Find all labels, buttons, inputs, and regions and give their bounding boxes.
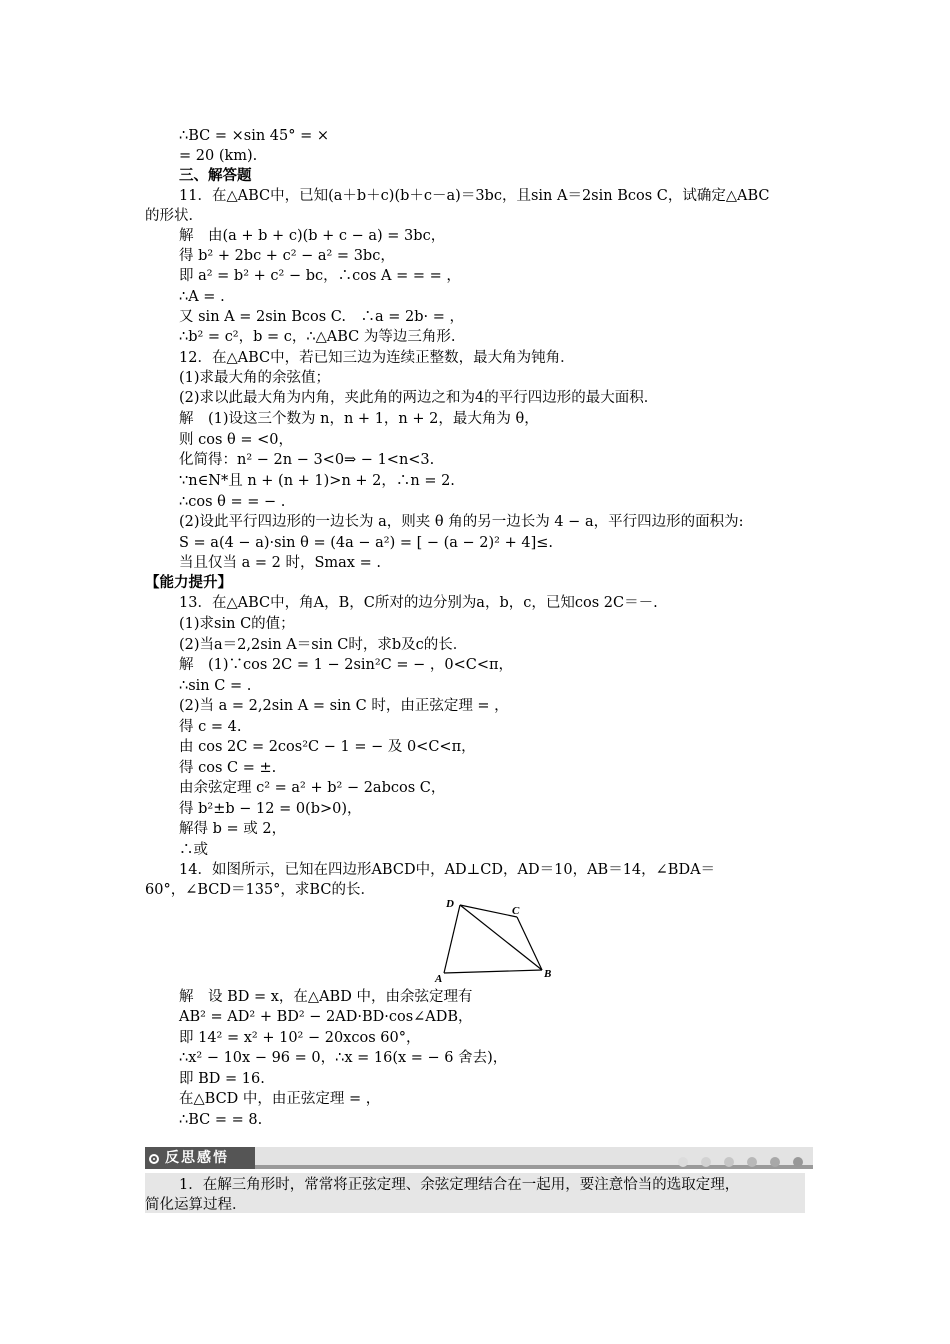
target-icon xyxy=(149,1154,159,1164)
solution-line: 又 sin A = 2sin Bcos C. ∴a = 2b· = ， xyxy=(179,309,464,325)
reflection-banner xyxy=(145,1147,813,1169)
text-line: (2)当a＝2,2sin A＝sin C时，求b及c的长． xyxy=(179,637,468,653)
problem-12: 12．在△ABC中，若已知三边为连续正整数，最大角为钝角． xyxy=(179,350,575,366)
solution-line: 化简得：n² − 2n − 3<0⇒ − 1<n<3. xyxy=(179,452,435,468)
text-line: = 20 (km). xyxy=(179,148,258,164)
banner-title-text: 反思感悟 xyxy=(165,1150,229,1166)
text-line: (2)求以此最大角为内角，夹此角的两边之和为4的平行四边形的最大面积． xyxy=(179,390,659,406)
solution-line: 由 cos 2C = 2cos²C − 1 = − 及 0<C<π， xyxy=(179,739,476,755)
vertex-label-d: D xyxy=(446,898,454,910)
solution-line: 在△BCD 中，由正弦定理 = ， xyxy=(179,1091,381,1107)
edge-ad xyxy=(444,905,460,973)
solution-line: AB² = AD² + BD² − 2AD·BD·cos∠ADB， xyxy=(179,1009,473,1025)
solution-line: 得 b²±b − 12 = 0(b>0)， xyxy=(179,801,362,817)
solution-line: (2)设此平行四边形的一边长为 a，则夹 θ 角的另一边长为 4 − a，平行四边形的面积为: xyxy=(179,514,744,530)
vertex-label-b: B xyxy=(544,968,552,980)
solution-line: S = a(4 − a)·sin θ = (4a − a²) = [ − (a − 2)² + 4]≤. xyxy=(179,535,554,551)
banner-title xyxy=(149,1148,229,1168)
edge-ba xyxy=(444,970,542,973)
solution-line: ∴x² − 10x − 96 = 0，∴x = 16(x = − 6 舍去)， xyxy=(179,1050,508,1066)
solution-line: 即 BD = 16. xyxy=(179,1071,265,1087)
solution-line: ∵n∈N*且 n + (n + 1)>n + 2，∴n = 2. xyxy=(179,473,455,489)
problem-13: 13．在△ABC中，角A，B，C所对的边分别为a，b，c，已知cos 2C＝－. xyxy=(179,595,658,611)
quadrilateral-figure xyxy=(430,895,560,983)
solution-line: 解 (1)设这三个数为 n，n + 1，n + 2，最大角为 θ， xyxy=(179,411,539,427)
dot-icon xyxy=(793,1157,803,1167)
edge-cb xyxy=(517,917,542,970)
dot-icon xyxy=(678,1157,688,1167)
reflection-line-2: 简化运算过程． xyxy=(145,1197,247,1213)
solution-line: 解 (1)∵cos 2C = 1 − 2sin²C = − ，0<C<π， xyxy=(179,657,514,673)
solution-line: (2)当 a = 2,2sin A = sin C 时，由正弦定理 = ， xyxy=(179,698,509,714)
reflection-box xyxy=(145,1173,805,1213)
solution-line: 即 14² = x² + 10² − 20xcos 60°， xyxy=(179,1030,421,1046)
solution-line: ∴或 xyxy=(179,842,208,858)
section-heading: 三、解答题 xyxy=(179,167,252,184)
solution-line: ∴b² = c²，b = c，∴△ABC 为等边三角形. xyxy=(179,329,456,345)
reflection-line-1: 1．在解三角形时，常常将正弦定理、余弦定理结合在一起用，要注意恰当的选取定理， xyxy=(179,1177,740,1193)
solution-line: 当且仅当 a = 2 时，Smax = . xyxy=(179,555,381,571)
solution-line: 得 c = 4. xyxy=(179,719,242,735)
section-heading: 【能力提升】 xyxy=(145,574,232,591)
dot-icon xyxy=(701,1157,711,1167)
solution-line: ∴sin C = . xyxy=(179,678,252,694)
solution-line: 即 a² = b² + c² − bc，∴cos A = = = ， xyxy=(179,268,461,284)
dot-icon xyxy=(724,1157,734,1167)
vertex-label-a: A xyxy=(435,973,443,983)
problem-11: 11．在△ABC中，已知(a＋b＋c)(b＋c－a)＝3bc，且sin A＝2sin Bcos C，试确定△ABC xyxy=(179,188,770,204)
edge-dc xyxy=(460,905,517,917)
solution-line: 由余弦定理 c² = a² + b² − 2abcos C， xyxy=(179,780,446,796)
text-line: (1)求最大角的余弦值； xyxy=(179,370,331,386)
text-line: 60°，∠BCD＝135°，求BC的长． xyxy=(145,882,375,898)
decorative-dots xyxy=(670,1152,803,1171)
solution-line: ∴cos θ = = − . xyxy=(179,494,286,510)
vertex-label-c: C xyxy=(512,905,520,917)
text-line: 的形状． xyxy=(145,208,203,224)
solution-line: 解 设 BD = x，在△ABD 中，由余弦定理有 xyxy=(179,989,473,1005)
solution-line: 则 cos θ = <0， xyxy=(179,432,293,448)
diagonal-db xyxy=(460,905,542,970)
solution-line: ∴A = . xyxy=(179,289,225,305)
solution-line: 得 b² + 2bc + c² − a² = 3bc， xyxy=(179,248,395,264)
text-line: (1)求sin C的值； xyxy=(179,616,295,632)
dot-icon xyxy=(747,1157,757,1167)
dot-icon xyxy=(770,1157,780,1167)
solution-line: 解 由(a + b + c)(b + c − a) = 3bc， xyxy=(179,228,446,244)
solution-line: 得 cos C = ±. xyxy=(179,760,277,776)
solution-line: ∴BC = = 8. xyxy=(179,1112,263,1128)
text-line: ∴BC = ×sin 45° = × xyxy=(179,128,330,144)
problem-14: 14．如图所示，已知在四边形ABCD中，AD⊥CD，AD＝10，AB＝14，∠BDA＝ xyxy=(179,862,716,878)
solution-line: 解得 b = 或 2， xyxy=(179,821,287,837)
